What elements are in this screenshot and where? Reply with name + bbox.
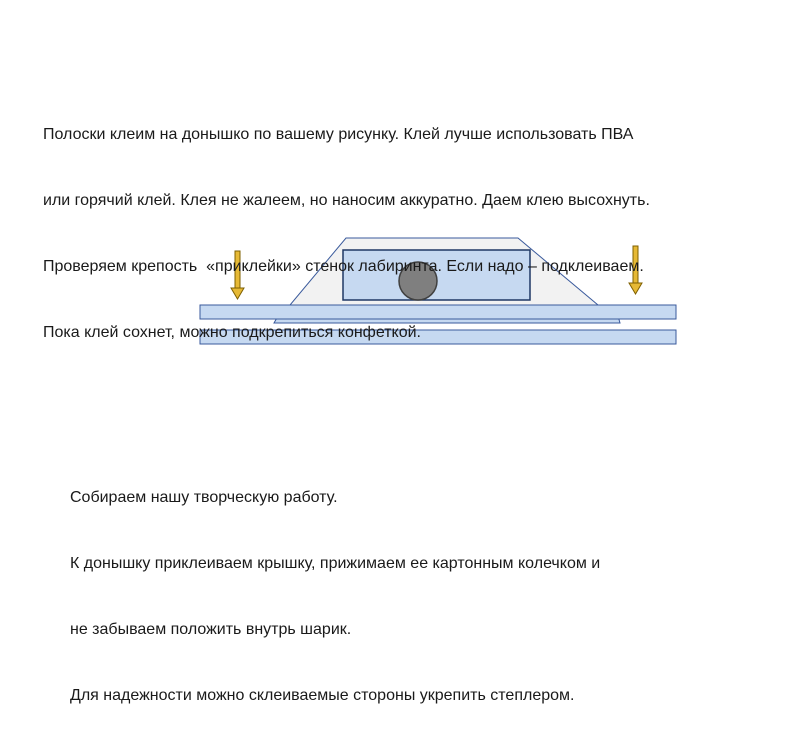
instruction-line: или горячий клей. Клея не жалеем, но наносим аккуратно. Даем клею высохнуть.: [43, 192, 650, 209]
instruction-line: Проверяем крепость «приклейки» стенок лабиринта. Если надо – подклеиваем.: [43, 258, 644, 275]
instruction-line: Полоски клеим на донышко по вашему рисунку. Клей лучше использовать ПВА: [43, 126, 634, 143]
instruction-line: Для надежности можно склеиваемые стороны укрепить степлером.: [70, 687, 575, 704]
instructions-bottom: [70, 443, 770, 751]
instruction-line: Пока клей сохнет, можно подкрепиться конфеткой.: [43, 324, 421, 341]
instruction-line: Собираем нашу творческую работу.: [70, 489, 338, 506]
instructions-top: [43, 80, 753, 388]
instruction-line: не забываем положить внутрь шарик.: [70, 621, 352, 638]
instruction-line: К донышку приклеиваем крышку, прижимаем ее картонным колечком и: [70, 555, 601, 572]
